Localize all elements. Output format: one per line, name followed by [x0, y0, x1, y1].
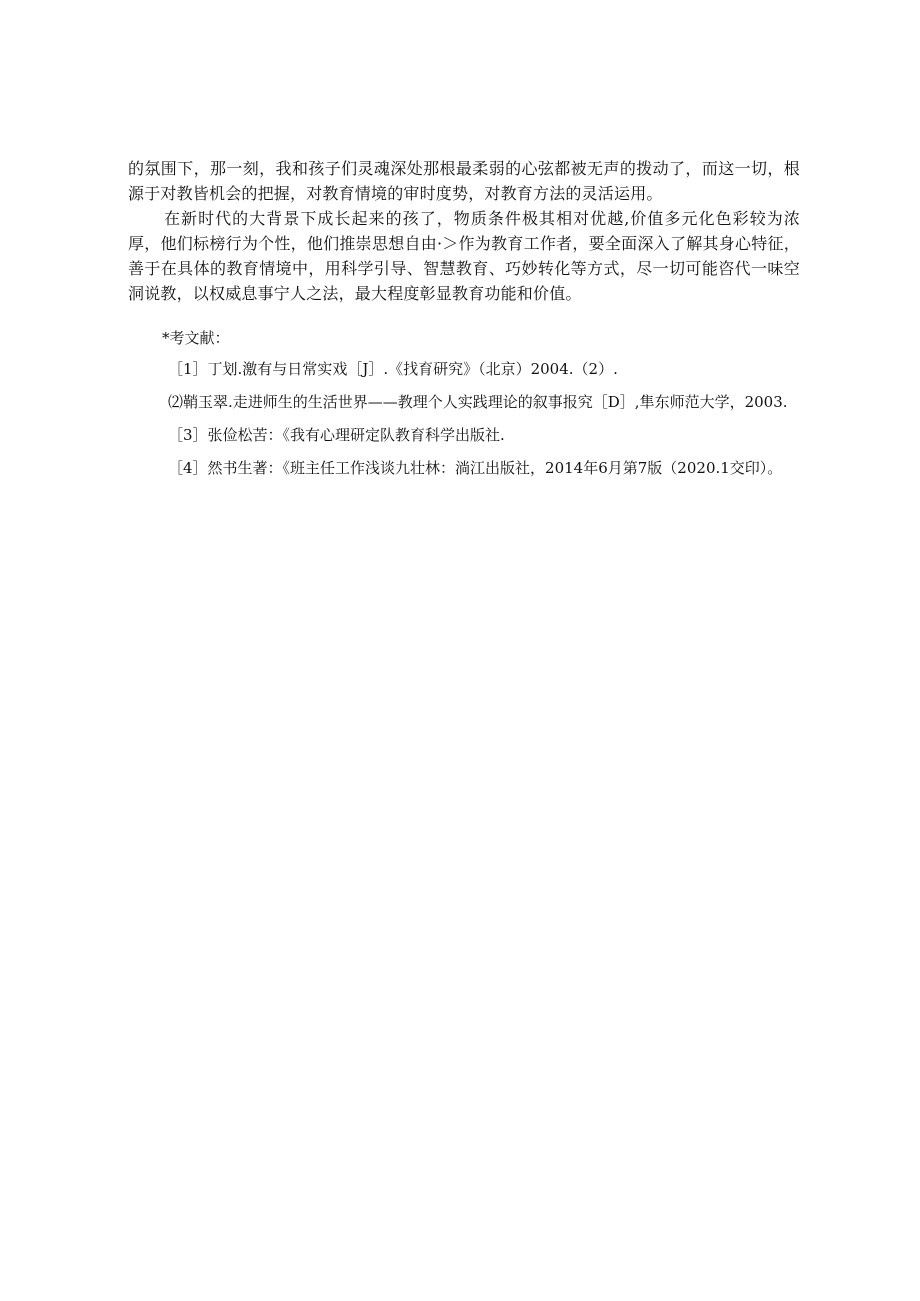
body-text — [128, 156, 800, 306]
paragraph: 的氛围下，那一刻，我和孩子们灵魂深处那根最柔弱的心弦都被无声的拨动了，而这一切，根源于对教皆机会的把握，对教育情境的审时度势，对教育方法的灵活运用。 — [128, 159, 800, 203]
reference-item: ［4］然书生著：《班主任工作浅谈九壮林：淌江出版社，2014年6月第7版（2020.1交印）。 — [168, 459, 783, 477]
references-heading: *考文献： — [162, 329, 230, 347]
reference-item: ⑵鞘玉翠.走进师生的生活世界——教理个人实践理论的叙事报究［D］,隼东师范大学，2003. — [168, 393, 788, 411]
paragraph: 在新时代的大背景下成长起来的孩了，物质条件极其相对优越,价值多元化色彩较为浓厚，他们标榜行为个性，他们推崇思想自由·＞作为教育工作者，要全面深入了解其身心特征，善于在具体的教育情境中，用科学引导、智慧教育、巧妙转化等方式，尽一切可能咨代一味空洞说教，以权威息事宁人之法，最大程度彰显教育功能和价值。 — [128, 209, 800, 303]
references-section — [128, 326, 800, 489]
reference-item: ［3］张俭松苦：《我有心理研定队教育科学出版社. — [168, 426, 505, 444]
reference-item: ［1］丁划.激有与日常实戏［J］.《找育研究》（北京）2004.（2）. — [168, 360, 618, 378]
